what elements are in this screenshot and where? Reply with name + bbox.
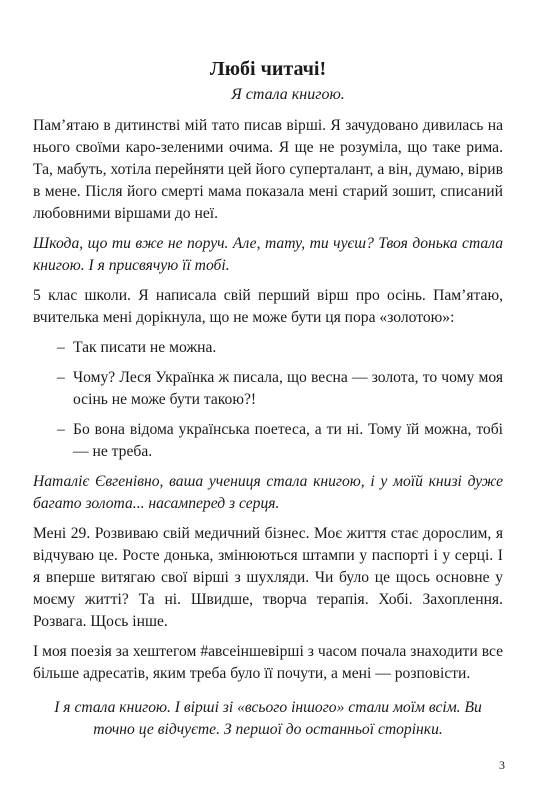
- dialog-text: Так писати не можна.: [73, 339, 217, 356]
- dialog-line: [33, 367, 503, 411]
- paragraph-teacher: Наталіє Євгенівно, ваша учениця стала книгою, і у моїй книзі дуже багато золота... насамперед з серця.: [33, 473, 503, 512]
- subtitle: Я стала книгою.: [231, 86, 345, 103]
- dialog-line: [33, 419, 503, 463]
- paragraphs-before: [33, 115, 503, 329]
- page-content: [33, 56, 503, 741]
- dialog-block: [33, 337, 503, 463]
- page-title: Любі читачі!: [209, 58, 327, 80]
- page-number: 3: [499, 758, 505, 772]
- dialog-dash: –: [57, 369, 65, 386]
- dialog-text: Бо вона відома українська поетеса, а ти ні. Тому їй можна, тобі — не треба.: [73, 421, 503, 460]
- dialog-dash: –: [57, 339, 65, 356]
- paragraph-school: 5 клас школи. Я написала свій перший вірш про осінь. Пам’ятаю, вчителька мені дорікнула, що не може бути ця пора «золотою»:: [33, 287, 503, 326]
- closing-paragraph: І я стала книгою. І вірші зі «всього іншого» стали моїм всім. Ви точно це відчуєте. З першої до останньої сторінки.: [54, 699, 482, 738]
- paragraph-childhood: Пам’ятаю в дитинстві мій тато писав вірші. Я зачудовано дивилась на нього своїми каро-зеленими очима. Я ще не розуміла, що таке рима. Та, мабуть, хотіла перейняти цей його суперталант, а він, думаю, вірив в мене. Після його смерті мама показала мені старий зошит, списаний любовними віршами до неї.: [33, 117, 503, 222]
- dialog-dash: –: [57, 421, 65, 438]
- paragraphs-after: [33, 471, 503, 685]
- dialog-line: [33, 337, 503, 359]
- paragraph-age-29: Мені 29. Розвиваю свій медичний бізнес. Моє життя стає дорослим, я відчуваю це. Росте донька, змінюються штампи у паспорті і у серці. І я вперше витягаю свої вірші з шухляди. Чи було це щось основне у моєму житті? Та ні. Швидше, творча терапія. Хобі. Захоплення. Розвага. Щось інше.: [33, 525, 503, 630]
- dialog-text: Чому? Леся Українка ж писала, що весна — золота, то чому моя осінь не може бути такою?!: [73, 369, 503, 408]
- paragraph-hashtag: І моя поезія за хештегом #авсеіншевірші з часом почала знаходити все більше адресатів, яким треба було її почути, а мені — розповісти.: [33, 643, 503, 682]
- paragraph-dedication-father: Шкода, що ти вже не поруч. Але, тату, ти чуєш? Твоя донька стала книгою. І я присвячую її тобі.: [33, 235, 503, 274]
